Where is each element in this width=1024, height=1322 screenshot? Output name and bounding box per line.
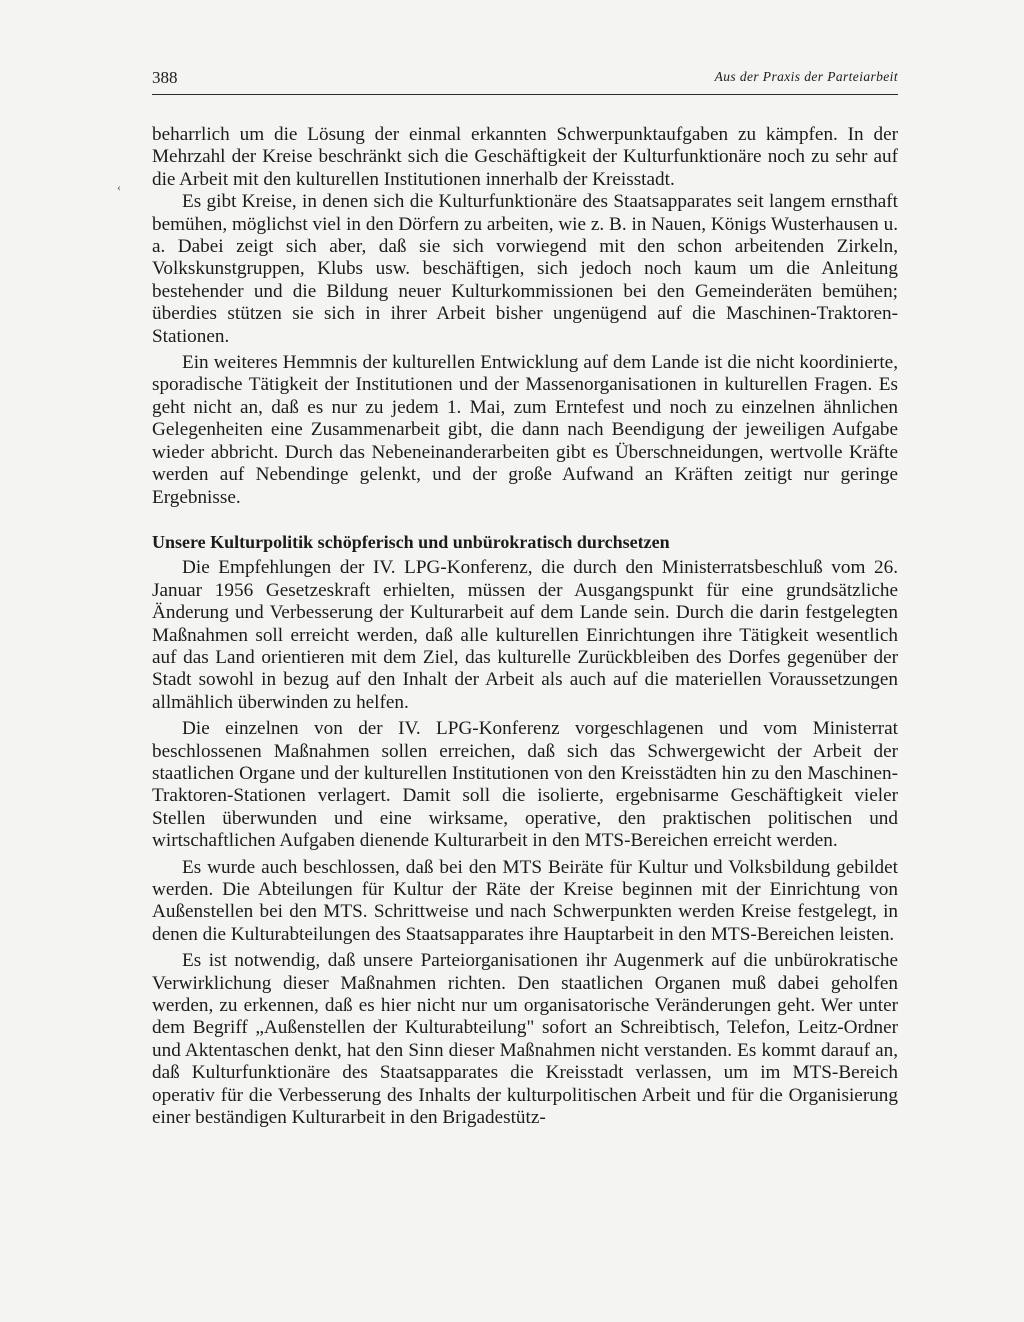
running-title: Aus der Praxis der Parteiarbeit [714,69,898,84]
paragraph-5: Die einzelnen von der IV. LPG-Konferenz vorgeschlagenen und vom Ministerrat beschlossenen Maßnahmen sollen erreichen, daß sich das Schwergewicht der Arbeit der staatlichen Organe und der kulturellen Institutionen von den Kreisstädten hin zu den Maschinen-Traktoren-Stationen verlagert. Damit soll die isolierte, ergebnisarme Geschäftigkeit vieler Stellen überwunden und eine wirksame, operative, den praktischen politischen und wirtschaftlichen Aufgaben dienende Kulturarbeit in den MTS-Bereichen erreicht werden. [152,718,898,852]
paragraph-3: Ein weiteres Hemmnis der kulturellen Entwicklung auf dem Lande ist die nicht koordinierte, sporadische Tätigkeit der Institutionen und der Massenorganisationen in kulturellen Fragen. Es geht nicht an, daß es nur zu jedem 1. Mai, zum Erntefest und noch zu einzelnen ähnlichen Gelegenheiten eine Zusammenarbeit gibt, die dann nach Beendigung der jeweiligen Aufgabe wieder abbricht. Durch das Nebeneinanderarbeiten gibt es Überschneidungen, wertvolle Kräfte werden auf Nebendinge gelenkt, und der große Aufwand an Kräften zeitigt nur geringe Ergebnisse. [152,352,898,508]
paragraph-6: Es wurde auch beschlossen, daß bei den MTS Beiräte für Kultur und Volksbildung gebildet werden. Die Abteilungen für Kultur der Räte der Kreise beginnen mit der Einrichtung von Außenstellen bei den MTS. Schrittweise und nach Schwerpunkten werden Kreise festgelegt, in denen die Kulturabteilungen des Staatsapparates ihre Hauptarbeit in den MTS-Bereichen leisten. [152,856,898,945]
paragraph-1: beharrlich um die Lösung der einmal erkannten Schwerpunktaufgaben zu kämpfen. In der Mehrzahl der Kreise beschränkt sich die Geschäftigkeit der Kulturfunktionäre noch zu sehr auf die Arbeit mit den kulturellen Institutionen innerhalb der Kreisstadt. [152,124,898,190]
paragraph-7: Es ist notwendig, daß unsere Parteiorganisationen ihr Augenmerk auf die unbürokratische Verwirklichung dieser Maßnahmen richten. Den staatlichen Organen muß dabei geholfen werden, zu erkennen, daß es hier nicht nur um organisatorische Veränderungen geht. Wer unter dem Begriff „Außenstellen der Kulturabteilung" sofort an Schreibtisch, Telefon, Leitz-Ordner und Aktentaschen denkt, hat den Sinn dieser Maßnahmen nicht verstanden. Es kommt darauf an, daß Kulturfunktionäre des Staatsapparates die Kreisstadt verlassen, um im MTS-Bereich operativ für die Verbesserung des Inhalts der kulturpolitischen Arbeit und für die Organisierung einer beständigen Kulturarbeit in den Brigadestütz- [152,950,898,1129]
margin-mark: ‹ [117,180,121,194]
paragraph-4: Die Empfehlungen der IV. LPG-Konferenz, die durch den Ministerratsbeschluß vom 26. Januar 1956 Gesetzeskraft erhielten, müssen der Ausgangspunkt für eine grundsätzliche Änderung und Verbesserung der Kulturarbeit auf dem Lande sein. Durch die darin festgelegten Maßnahmen soll erreicht werden, daß alle kulturellen Einrichtungen ihre Tätigkeit wesentlich auf das Land orientieren mit dem Ziel, das kulturelle Zurückbleiben des Dorfes gegenüber der Stadt sowohl in bezug auf den Inhalt der Arbeit als auch auf die materiellen Voraussetzungen allmählich überwinden zu helfen. [152,557,898,713]
paragraph-2: Es gibt Kreise, in denen sich die Kulturfunktionäre des Staatsapparates seit langem ernsthaft bemühen, möglichst viel in den Dörfern zu arbeiten, wie z. B. in Nauen, Königs Wusterhausen u. a. Dabei zeigt sich aber, daß sie sich vorwiegend mit den schon arbeitenden Zirkeln, Volkskunstgruppen, Klubs usw. beschäftigen, sich jedoch noch kaum um die Anleitung bestehender und die Bildung neuer Kulturkommissionen bei den Gemeinderäten bemühen; überdies stützen sie sich in ihrer Arbeit bisher ungenügend auf die Maschinen-Traktoren-Stationen. [152,191,898,347]
page-number: 388 [152,68,178,87]
page-header [152,68,898,95]
body-text [152,124,898,1129]
section-heading: Unsere Kulturpolitik schöpferisch und unbürokratisch durchsetzen [152,531,670,552]
